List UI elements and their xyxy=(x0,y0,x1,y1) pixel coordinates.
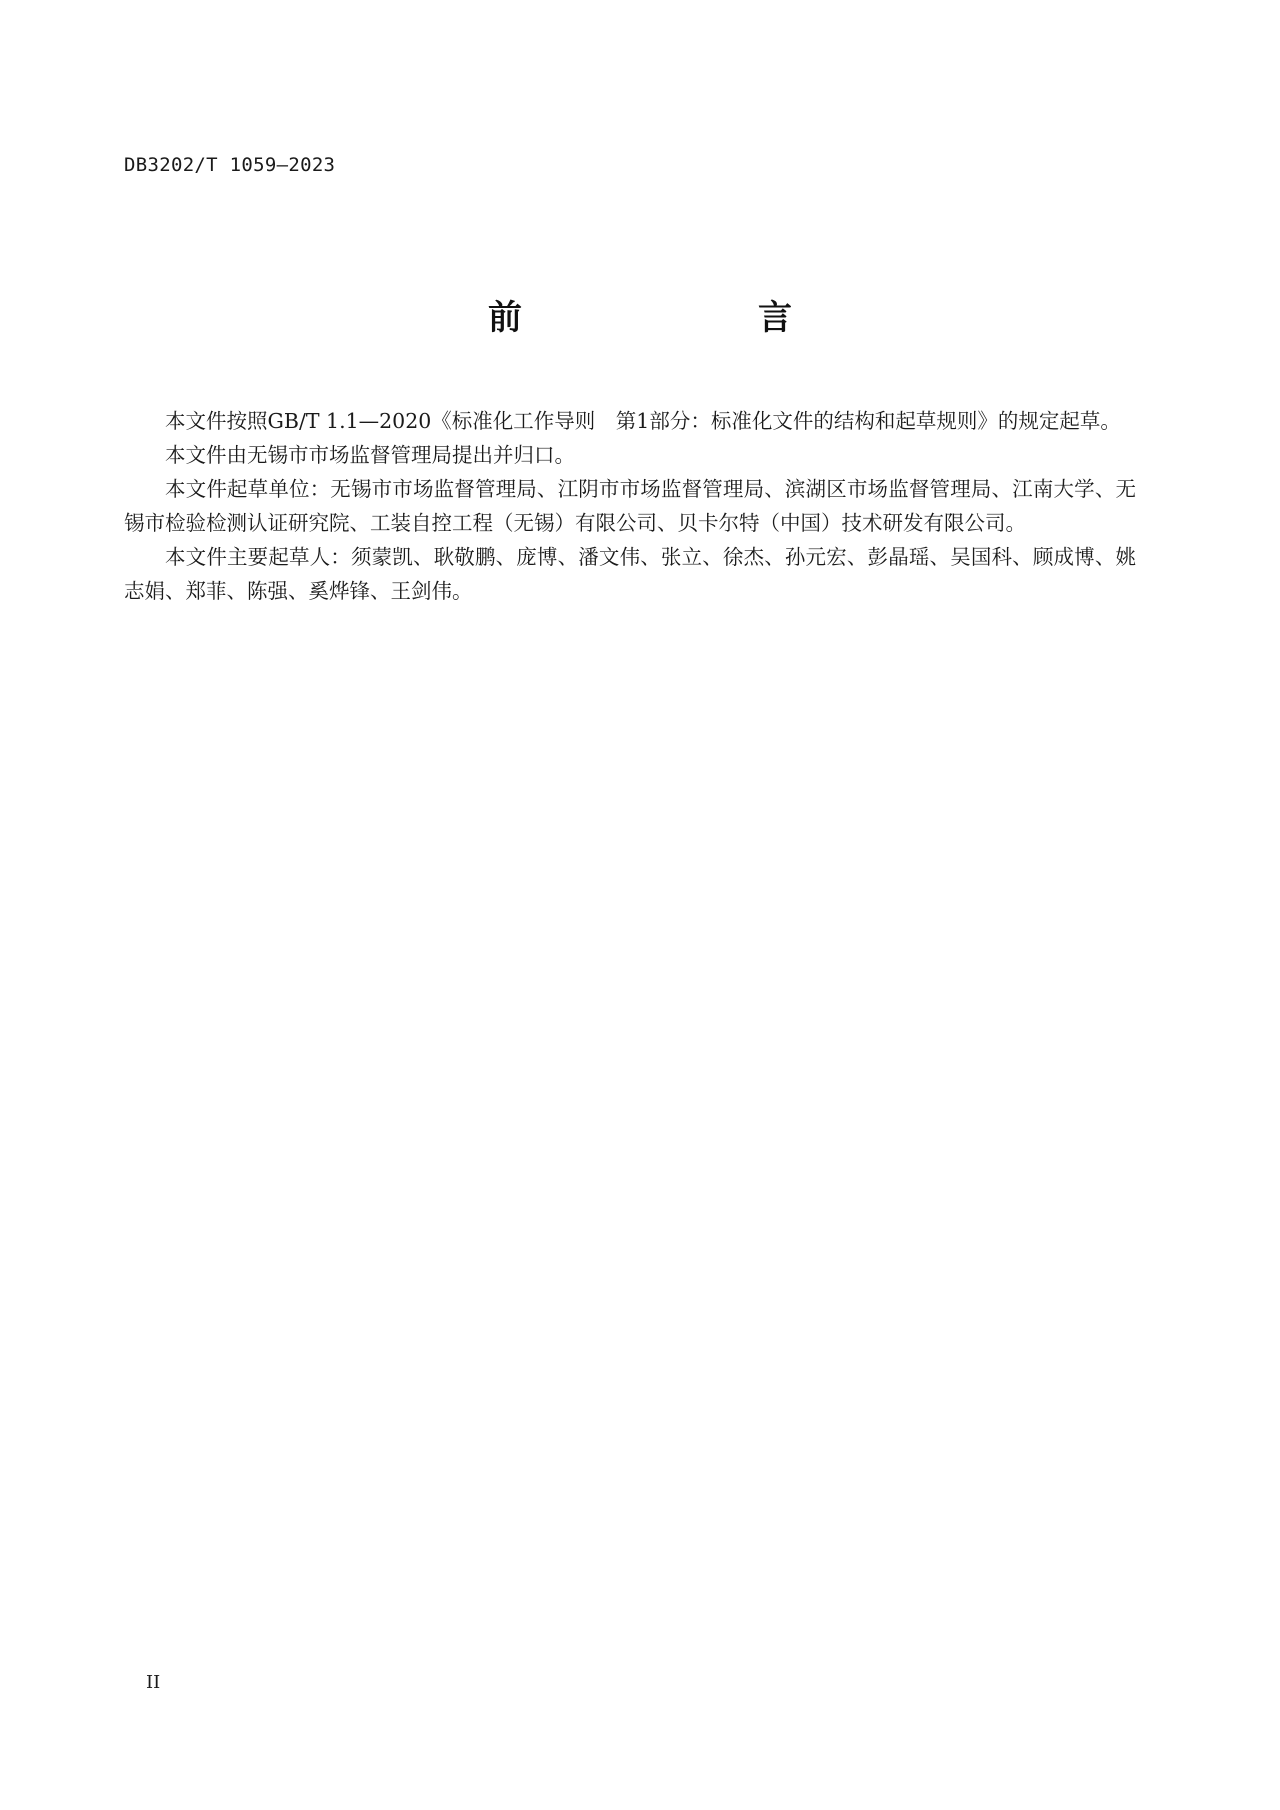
paragraph-main-drafters: 本文件主要起草人：须蒙凯、耿敬鹏、庞博、潘文伟、张立、徐杰、孙元宏、彭晶瑶、吴国科、顾成博、姚志娟、郑菲、陈强、奚烨锋、王剑伟。 xyxy=(124,545,1136,603)
paragraph-proposer: 本文件由无锡市市场监督管理局提出并归口。 xyxy=(165,443,575,467)
paragraph-drafting-rules: 本文件按照GB/T 1.1—2020《标准化工作导则 第1部分：标准化文件的结构和起草规则》的规定起草。 xyxy=(165,409,1121,433)
document-code-header: DB3202/T 1059—2023 xyxy=(124,154,336,176)
page-title: 前 言 xyxy=(488,298,848,338)
preface-body xyxy=(124,404,1136,608)
paragraph-drafting-units: 本文件起草单位：无锡市市场监督管理局、江阴市市场监督管理局、滨湖区市场监督管理局、江南大学、无锡市检验检测认证研究院、工装自控工程（无锡）有限公司、贝卡尔特（中国）技术研发有限公司。 xyxy=(124,477,1136,535)
page-number: II xyxy=(146,1672,161,1693)
